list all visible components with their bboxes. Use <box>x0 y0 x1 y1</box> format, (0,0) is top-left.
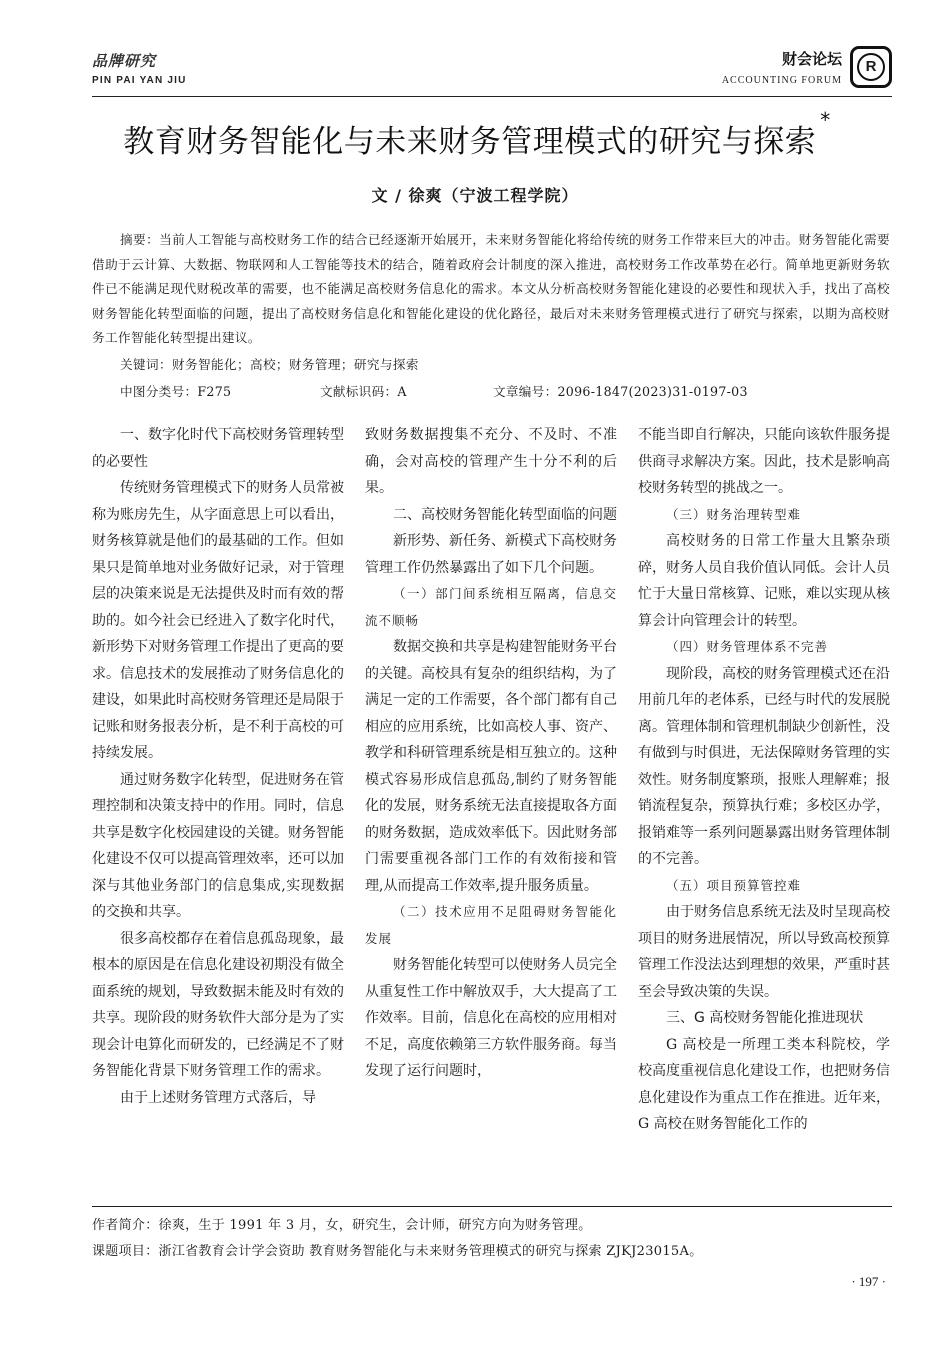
keywords-text: 财务智能化；高校；财务管理；研究与探索 <box>171 357 419 372</box>
article-title-text: 教育财务智能化与未来财务管理模式的研究与探索 <box>123 124 817 160</box>
article-byline: 文 / 徐爽（宁波工程学院） <box>371 186 579 205</box>
article-no-item <box>493 381 748 400</box>
clc-value: F275 <box>197 384 232 399</box>
project-note-text: 浙江省教育会计学会资助 教育财务智能化与未来财务管理模式的研究与探索 ZJKJ23015A。 <box>158 1244 703 1259</box>
body-paragraph: 数据交换和共享是构建智能财务平台的关键。高校具有复杂的组织结构，为了满足一定的工作需要，各个部门都有自己相应的应用系统，比如高校人事、资产、教学和科研管理系统是相互独立的。这种模式容易形成信息孤岛,制约了财务智能化的发展，财务系统无法直接提取各方面的财务数据，造成效率低下。因此财务部门需要重视各部门工作的有效衔接和管理,从而提高工作效率,提升服务质量。 <box>365 639 617 894</box>
body-column-1 <box>92 422 344 1111</box>
subsection-heading: （一）部门间系统相互隔离，信息交流不顺畅 <box>365 586 617 628</box>
project-note-label: 课题项目： <box>92 1244 159 1259</box>
body-paragraph: 现阶段，高校的财务管理模式还在沿用前几年的老体系，已经与时代的发展脱离。管理体制和管理机制缺少创新性，没有做到与时俱进，无法保障财务管理的实效性。财务制度繁琐，报账人理解难；报销流程复杂，预算执行难；多校区办学，报销难等一系列问题暴露出财务管理体制的不完善。 <box>638 665 890 867</box>
abstract-label: 摘要： <box>120 232 160 247</box>
author-note <box>92 1214 892 1233</box>
article-no-label: 文章编号： <box>493 384 558 399</box>
article-title <box>0 108 950 161</box>
registered-mark-icon <box>850 46 892 88</box>
subsection-heading: （四）财务管理体系不完善 <box>666 639 829 654</box>
page-number: · 197 · <box>851 1274 886 1289</box>
abstract-text: 当前人工智能与高校财务工作的结合已经逐渐开始展开，未来财务智能化将给传统的财务工作带来巨大的冲击。财务智能化需要借助于云计算、大数据、物联网和人工智能等技术的结合，随着政府会计制度的深入推进，高校财务工作改革势在必行。简单地更新财务软件已不能满足现代财税改革的需要，也不能满足高校财务信息化的需求。本文从分析高校财务智能化建设的必要性和现状入手，找出了高校财务智能化转型面临的问题，提出了高校财务信息化和智能化建设的优化路径，最后对未来财务管理模式进行了研究与探索，以期为高校财务工作智能化转型提出建议。 <box>92 232 890 345</box>
body-paragraph: 不能当即自行解决，只能向该软件服务提供商寻求解决方案。因此，技术是影响高校财务转型的挑战之一。 <box>638 427 890 496</box>
clc-label: 中图分类号： <box>120 384 198 399</box>
registered-mark-letter: R <box>857 53 885 81</box>
subsection-heading: （三）财务治理转型难 <box>666 506 802 522</box>
body-paragraph: 由于上述财务管理方式落后，导 <box>120 1089 316 1106</box>
body-paragraph: 通过财务数字化转型，促进财务在管理控制和决策支持中的作用。同时，信息共享是数字化校园建设的关键。财务智能化建设不仅可以提高管理效率，还可以加深与其他业务部门的信息集成,实现数据的交换和共享。 <box>92 771 344 920</box>
body-column-2 <box>365 422 617 1085</box>
doc-code-label: 文献标识码： <box>320 384 398 399</box>
body-paragraph: G 高校是一所理工类本科院校，学校高度重视信息化建设工作，也把财务信息化建设作为重点工作在推进。近年来，G 高校在财务智能化工作的 <box>638 1036 890 1132</box>
article-no-value: 2096-1847(2023)31-0197-03 <box>557 384 748 399</box>
section-heading: 二、高校财务智能化转型面临的问题 <box>393 506 617 523</box>
body-paragraph: 新形势、新任务、新模式下高校财务管理工作仍然暴露出了如下几个问题。 <box>365 533 617 576</box>
keywords-label: 关键词： <box>120 357 172 372</box>
body-paragraph: 很多高校都存在着信息孤岛现象，最根本的原因是在信息化建设初期没有做全面系统的规划，导致数据未能及时有效的共享。现阶段的财务软件大部分是为了实现会计电算化而研发的，已经满足不了财务智能化背景下财务管理工作的需求。 <box>92 930 344 1079</box>
body-paragraph: 财务智能化转型可以使财务人员完全从重复性工作中解放双手，大大提高了工作效率。目前，信息化在高校的应用相对不足，高度依赖第三方软件服务商。每当发现了运行问题时， <box>365 957 617 1079</box>
body-paragraph: 传统财务管理模式下的财务人员常被称为账房先生，从字面意思上可以看出，财务核算就是他们的最基础的工作。但如果只是简单地对业务做好记录，对于管理层的决策来说是无法提供及时而有效的帮助的。如今社会已经进入了数字化时代，新形势下对财务管理工作提出了更高的要求。信息技术的发展推动了财务信息化的建设，如果此时高校财务管理还是局限于记账和财务报表分析，是不利于高校的可持续发展。 <box>92 480 344 761</box>
body-paragraph: 由于财务信息系统无法及时呈现高校项目的财务进展情况，所以导致高校预算管理工作没法达到理想的效果，严重时甚至会导致决策的失误。 <box>638 904 890 1000</box>
body-paragraph: 高校财务的日常工作量大且繁杂琐碎，财务人员自我价值认同低。会计人员忙于大量日常核算、记账，难以实现从核算会计向管理会计的转型。 <box>638 533 890 629</box>
brand-title-cn: 品牌研究 <box>92 52 157 70</box>
body-paragraph: 致财务数据搜集不充分、不及时、不准确，会对高校的管理产生十分不利的后果。 <box>365 427 617 496</box>
brand-title-en: PIN PAI YAN JIU <box>92 75 187 86</box>
header-divider <box>92 96 892 97</box>
subsection-heading: （五）项目预算管控难 <box>666 877 802 893</box>
doc-code-value: A <box>397 384 407 399</box>
keywords <box>120 354 419 373</box>
section-heading: 一、数字化时代下高校财务管理转型的必要性 <box>92 427 344 470</box>
running-header-forum <box>722 46 892 88</box>
author-note-label: 作者简介： <box>92 1218 159 1233</box>
forum-title-cn: 财会论坛 <box>781 50 842 68</box>
project-note <box>92 1240 892 1259</box>
section-heading: 三、G 高校财务智能化推进现状 <box>666 1010 864 1026</box>
running-header-brand <box>92 50 187 86</box>
body-column-3 <box>638 422 890 1138</box>
title-footnote-mark: * <box>820 108 831 132</box>
abstract <box>92 228 890 351</box>
footnote-divider <box>92 1206 892 1207</box>
doc-code-item <box>320 381 407 400</box>
forum-title-en: ACCOUNTING FORUM <box>721 75 842 86</box>
author-note-text: 徐爽，生于 1991 年 3 月，女，研究生，会计师，研究方向为财务管理。 <box>158 1218 592 1233</box>
subsection-heading: （二）技术应用不足阻碍财务智能化发展 <box>365 904 617 946</box>
clc-item <box>120 381 231 400</box>
